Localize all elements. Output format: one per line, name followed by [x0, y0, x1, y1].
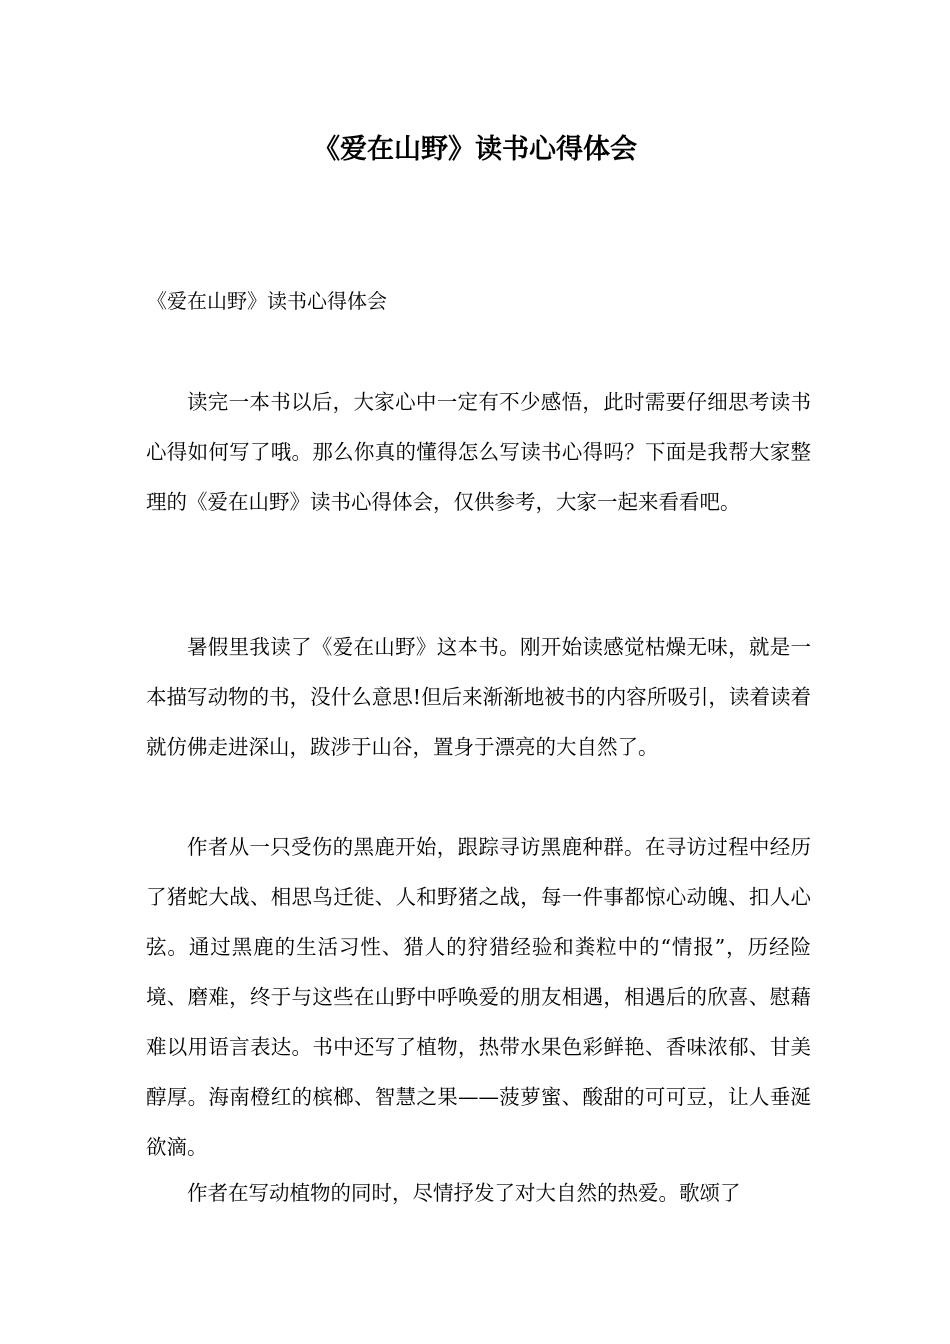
document-title: 《爱在山野》读书心得体会 — [313, 134, 637, 165]
paragraph-author-journey: 作者从一只受伤的黑鹿开始，跟踪寻访黑鹿种群。在寻访过程中经历了猪蛇大战、相思鸟迁徙、人和野猪之战，每一件事都惊心动魄、扣人心弦。通过黑鹿的生活习性、猎人的狩猎经验和粪粒中的“情报”，历经险境、磨难，终于与这些在山野中呼唤爱的朋友相遇，相遇后的欣喜、慰藉难以用语言表达。书中还写了植物，热带水果色彩鲜艳、香味浓郁、甘美醇厚。海南橙红的槟榔、智慧之果——菠萝蜜、酸甜的可可豆，让人垂涎欲滴。 — [146, 835, 811, 1159]
paragraph-praise: 作者在写动植物的同时，尽情抒发了对大自然的热爱。歌颂了 — [187, 1181, 741, 1205]
paragraph-intro: 读完一本书以后，大家心中一定有不少感悟，此时需要仔细思考读书心得如何写了哦。那么你真的懂得怎么写读书心得吗？下面是我帮大家整理的《爱在山野》读书心得体会，仅供参考，大家一起来看看吧。 — [146, 390, 811, 514]
document-subtitle: 《爱在山野》读书心得体会 — [147, 289, 387, 313]
paragraph-summer-reading: 暑假里我读了《爱在山野》这本书。刚开始读感觉枯燥无味，就是一本描写动物的书，没什么意思!但后来渐渐地被书的内容所吸引，读着读着就仿佛走进深山，跋涉于山谷，置身于漂亮的大自然了。 — [146, 635, 811, 759]
